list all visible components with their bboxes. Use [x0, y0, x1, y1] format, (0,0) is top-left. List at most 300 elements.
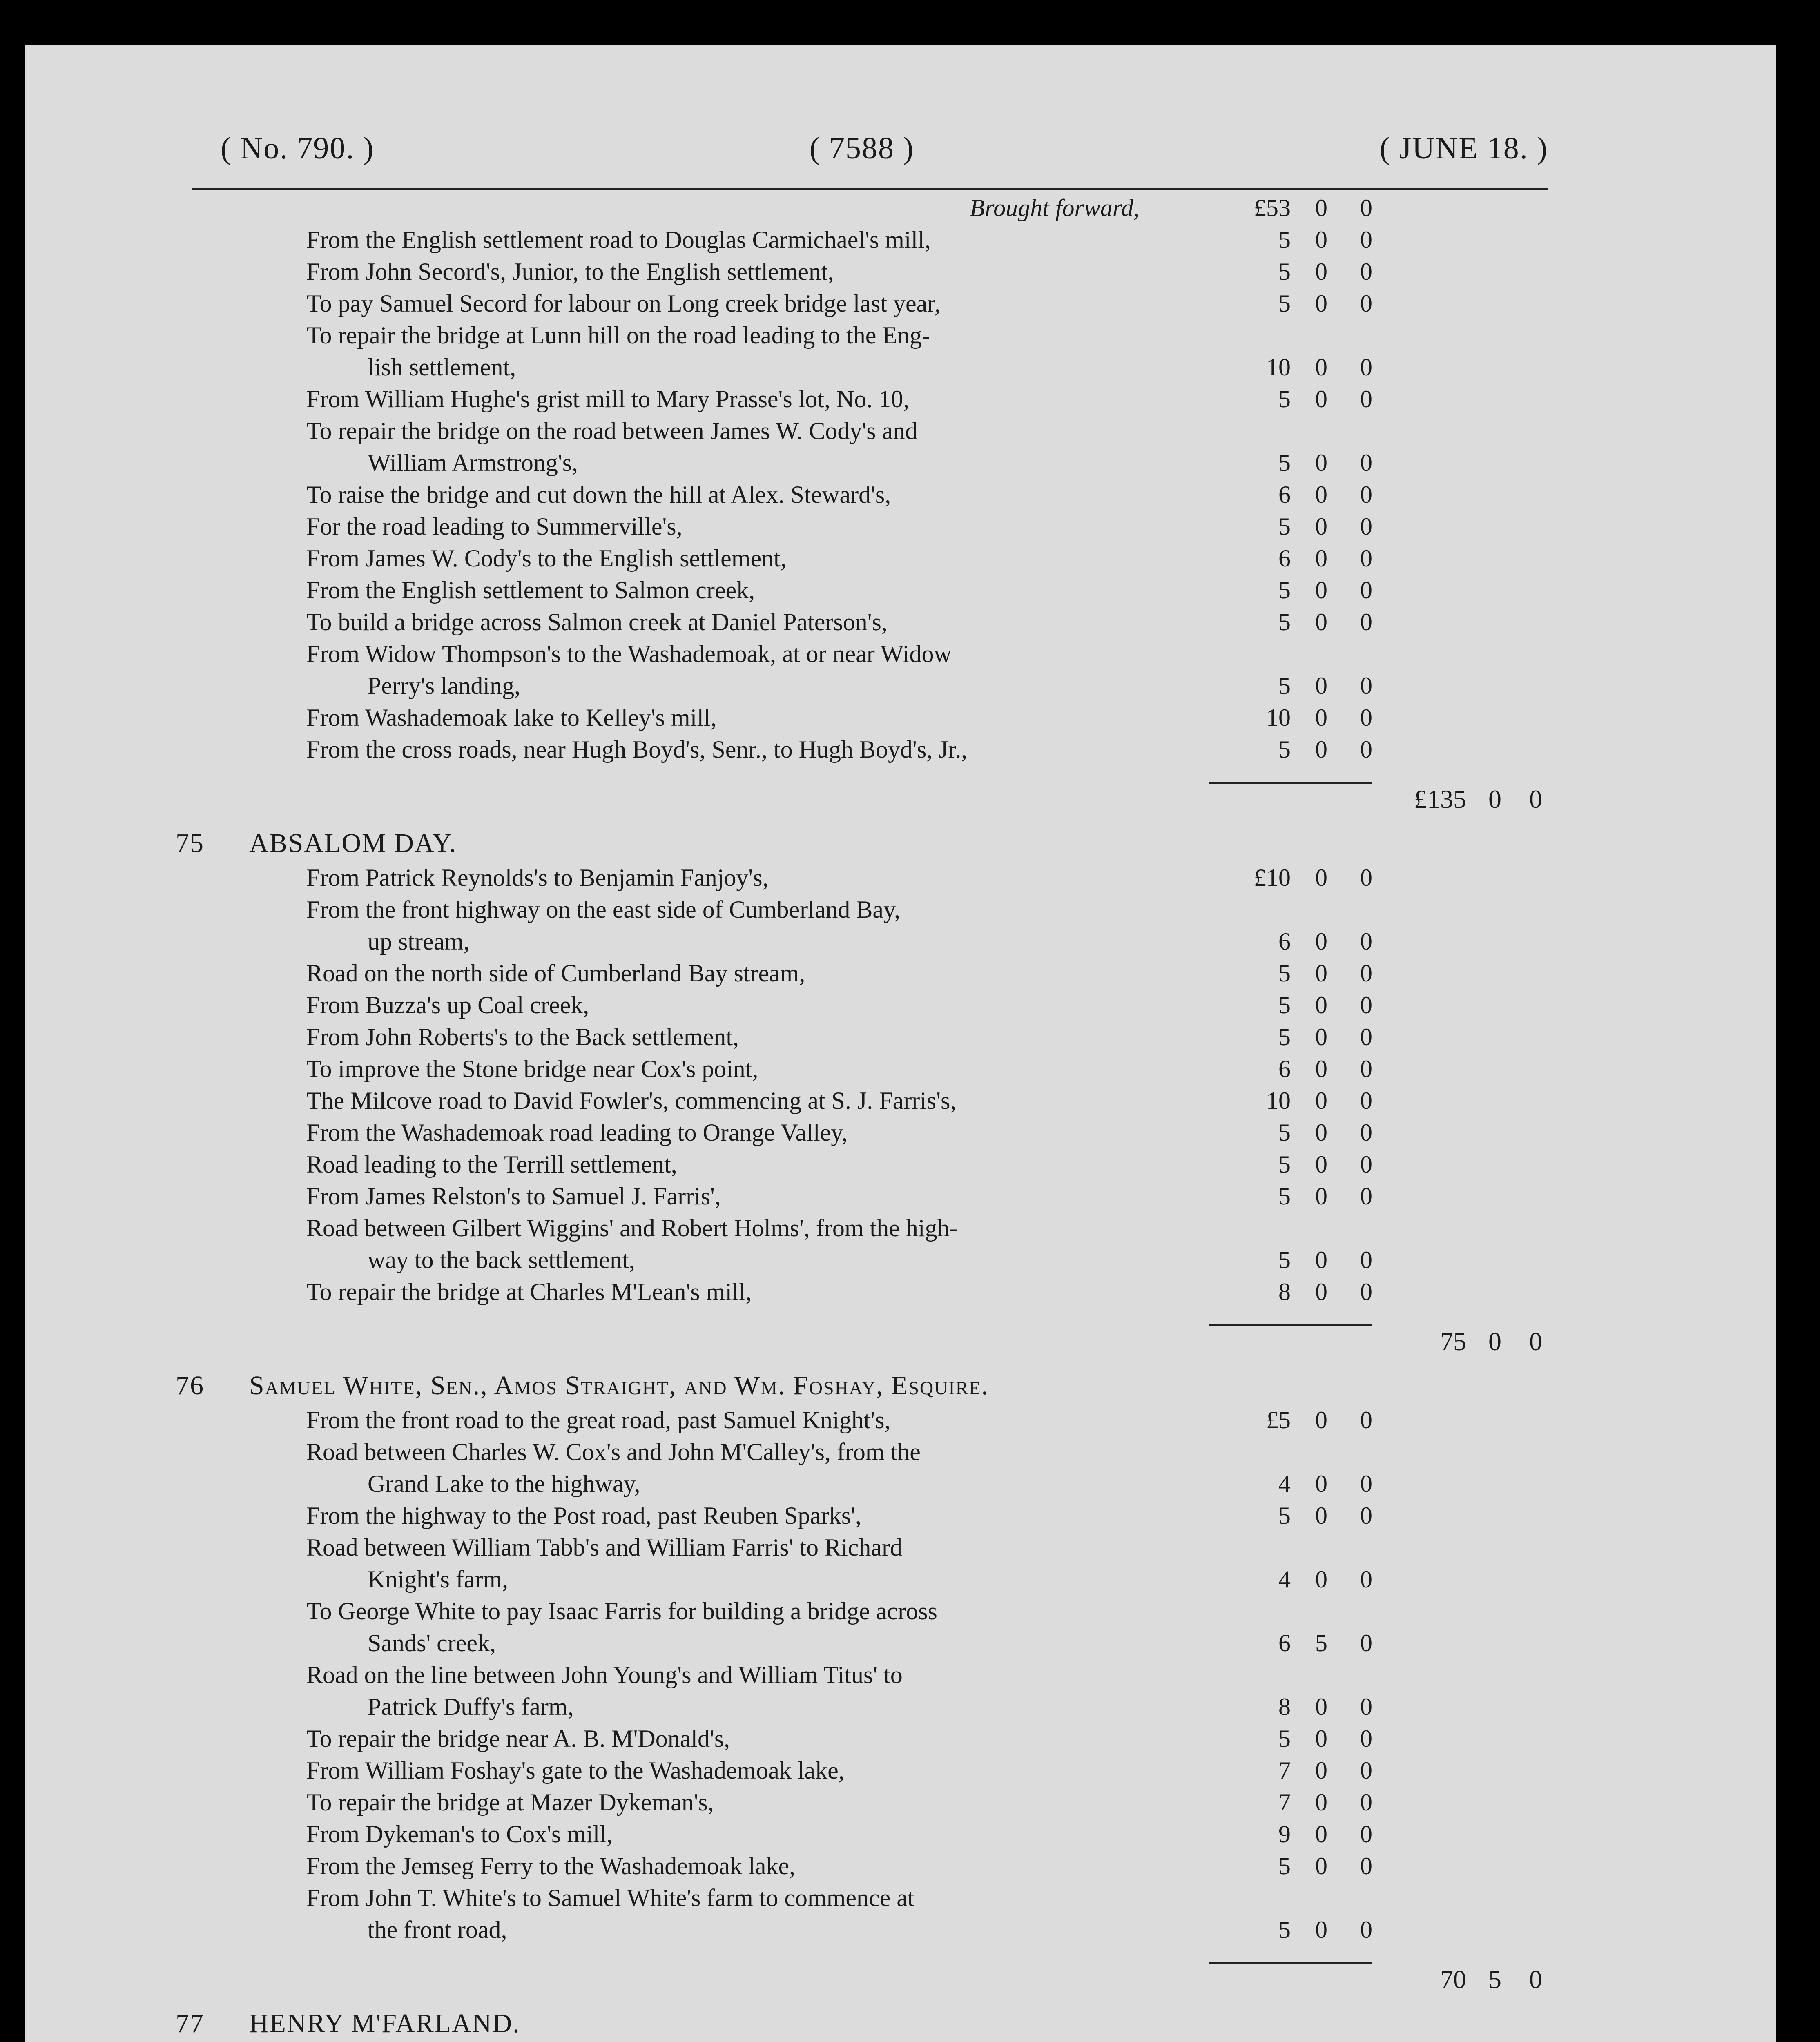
- line-item: [176, 1085, 1548, 1117]
- description-continuation: Sands' creek,: [368, 1630, 496, 1656]
- pence: 0: [1360, 1725, 1372, 1752]
- pence: 0: [1360, 1821, 1372, 1848]
- line-item: [176, 415, 1548, 479]
- pence: 0: [1360, 1789, 1372, 1816]
- item-description: [176, 1180, 1197, 1212]
- item-amount: [1197, 1914, 1393, 1946]
- pounds: 5: [1278, 290, 1291, 317]
- shillings: 0: [1315, 1119, 1327, 1146]
- description-line: From the Jemseg Ferry to the Washademoak lake,: [306, 1853, 796, 1879]
- section: [176, 192, 1548, 813]
- description-continuation: up stream,: [368, 928, 470, 955]
- shillings: 0: [1315, 258, 1327, 285]
- item-description: [176, 319, 1197, 383]
- total-pence: 0: [1529, 785, 1542, 814]
- description-line: To repair the bridge near A. B. M'Donald's,: [306, 1725, 730, 1752]
- section-number: 76: [176, 1371, 204, 1400]
- pence: 0: [1360, 1246, 1372, 1273]
- line-item: [176, 542, 1548, 574]
- item-amount: [1197, 1850, 1393, 1882]
- pence: 0: [1360, 1757, 1372, 1784]
- description-continuation: William Armstrong's,: [368, 449, 578, 476]
- item-description: [176, 733, 1197, 765]
- description-line: From John T. White's to Samuel White's farm to commence at: [306, 1884, 914, 1911]
- total-shillings: 0: [1488, 1327, 1501, 1356]
- pounds: £10: [1254, 864, 1291, 891]
- item-description: [176, 383, 1197, 415]
- pounds: 5: [1278, 226, 1291, 253]
- pounds: 5: [1278, 1246, 1291, 1273]
- item-amount: [1197, 1117, 1393, 1148]
- pounds: 5: [1278, 386, 1291, 412]
- line-item: [176, 1180, 1548, 1212]
- pounds: 5: [1278, 449, 1291, 476]
- line-item: [176, 702, 1548, 733]
- shillings: 0: [1315, 1853, 1327, 1879]
- description-line: From William Foshay's gate to the Washademoak lake,: [306, 1757, 845, 1784]
- pounds: 6: [1278, 545, 1291, 572]
- item-amount: [1197, 606, 1393, 638]
- line-item: [176, 894, 1548, 957]
- total-pence: 0: [1529, 1327, 1542, 1356]
- total-pounds: 75: [1440, 1327, 1466, 1356]
- description-line: From Patrick Reynolds's to Benjamin Fanjoy's,: [306, 864, 769, 891]
- shillings: 0: [1315, 1151, 1327, 1178]
- shillings: 0: [1315, 1278, 1327, 1305]
- item-amount: [1197, 1500, 1393, 1532]
- item-description: [176, 702, 1197, 733]
- shillings: 0: [1315, 1789, 1327, 1816]
- pence: 0: [1360, 609, 1372, 635]
- shillings: 0: [1315, 545, 1327, 572]
- item-amount: [1197, 702, 1393, 733]
- shillings: 0: [1315, 928, 1327, 955]
- pence: 0: [1360, 226, 1372, 253]
- description-line: Road between William Tabb's and William Farris' to Richard: [306, 1534, 902, 1561]
- item-amount: [1197, 192, 1393, 224]
- shillings: 0: [1315, 1470, 1327, 1497]
- line-item: [176, 1053, 1548, 1085]
- description-line: Road leading to the Terrill settlement,: [306, 1151, 677, 1178]
- item-amount: [1197, 1627, 1393, 1659]
- item-amount: [1197, 510, 1393, 542]
- pounds: 10: [1266, 1087, 1291, 1114]
- pence: 0: [1360, 577, 1372, 604]
- page-header: [176, 123, 1548, 176]
- item-description: [176, 1021, 1197, 1053]
- item-amount: [1197, 351, 1393, 383]
- pounds: 5: [1278, 736, 1291, 763]
- shillings: 0: [1315, 226, 1327, 253]
- total-shillings: 0: [1488, 785, 1501, 814]
- section-number: 77: [176, 2009, 204, 2038]
- shillings: 0: [1315, 736, 1327, 763]
- item-description: [176, 1532, 1197, 1595]
- shillings: 0: [1315, 1183, 1327, 1210]
- pounds: 5: [1278, 1023, 1291, 1050]
- shillings: 0: [1315, 1023, 1327, 1050]
- pounds: 7: [1278, 1789, 1291, 1816]
- pounds: 5: [1278, 672, 1291, 699]
- pounds: 7: [1278, 1757, 1291, 1784]
- pounds: £5: [1266, 1407, 1291, 1433]
- pounds: 5: [1278, 1119, 1291, 1146]
- description-line: From Dykeman's to Cox's mill,: [306, 1821, 613, 1848]
- shillings: 0: [1315, 609, 1327, 635]
- item-description: [176, 957, 1197, 989]
- description-line: To repair the bridge at Mazer Dykeman's,: [306, 1789, 714, 1816]
- pence: 0: [1360, 1151, 1372, 1178]
- pounds: 6: [1278, 1055, 1291, 1082]
- item-description: [176, 1436, 1197, 1500]
- pence: 0: [1360, 513, 1372, 540]
- pounds: 5: [1278, 1151, 1291, 1178]
- line-item: [176, 1276, 1548, 1308]
- item-description: [176, 1500, 1197, 1532]
- commissioner-names: HENRY M'FARLAND.: [249, 2009, 520, 2038]
- pence: 0: [1360, 1055, 1372, 1082]
- section-number: 75: [176, 828, 204, 858]
- pounds: 5: [1278, 609, 1291, 635]
- line-item: [176, 638, 1548, 702]
- shillings: 0: [1315, 1566, 1327, 1593]
- description-line: From James W. Cody's to the English settlement,: [306, 545, 787, 572]
- description-line: From John Roberts's to the Back settlement,: [306, 1023, 739, 1050]
- pounds: 5: [1278, 577, 1291, 604]
- item-amount: [1197, 479, 1393, 510]
- brought-forward-row: [176, 192, 1548, 224]
- pounds: 5: [1278, 258, 1291, 285]
- shillings: 0: [1315, 1757, 1327, 1784]
- pence: 0: [1360, 1693, 1372, 1720]
- item-amount: [1197, 957, 1393, 989]
- item-description: [176, 1053, 1197, 1085]
- line-item: [176, 1786, 1548, 1818]
- pounds: 6: [1278, 481, 1291, 508]
- item-description: [176, 1882, 1197, 1946]
- line-item: [176, 1212, 1548, 1276]
- description-line: To repair the bridge at Charles M'Lean's mill,: [306, 1278, 752, 1305]
- pence: 0: [1360, 481, 1372, 508]
- item-description: [176, 288, 1197, 319]
- total-pounds: 70: [1440, 1965, 1466, 1994]
- item-amount: [1197, 1404, 1393, 1436]
- pounds: 8: [1278, 1693, 1291, 1720]
- description-line: Road between Gilbert Wiggins' and Robert Holms', from the high-: [306, 1215, 958, 1242]
- total-pence: 0: [1529, 1965, 1542, 1994]
- description-continuation: Patrick Duffy's farm,: [368, 1693, 574, 1720]
- section: [176, 2005, 1548, 2042]
- description-line: From Widow Thompson's to the Washademoak, at or near Widow: [306, 640, 952, 667]
- description-line: For the road leading to Summerville's,: [306, 513, 682, 540]
- item-amount: [1197, 1468, 1393, 1500]
- item-description: [176, 415, 1197, 479]
- item-amount: [1197, 447, 1393, 479]
- line-item: [176, 510, 1548, 542]
- pounds: 6: [1278, 1630, 1291, 1656]
- section-heading: [176, 825, 1548, 862]
- section: [176, 1367, 1548, 1993]
- line-item: [176, 224, 1548, 256]
- line-item: [176, 1754, 1548, 1786]
- section-total: [176, 784, 1548, 813]
- shillings: 5: [1315, 1630, 1327, 1656]
- description-line: To George White to pay Isaac Farris for building a bridge across: [306, 1598, 937, 1625]
- document-number: ( No. 790. ): [221, 131, 375, 165]
- item-description: [176, 1212, 1197, 1276]
- item-amount: [1197, 383, 1393, 415]
- item-amount: [1197, 1818, 1393, 1850]
- shillings: 0: [1315, 481, 1327, 508]
- commissioner-names: ABSALOM DAY.: [249, 828, 457, 858]
- shillings: 0: [1315, 864, 1327, 891]
- item-amount: [1197, 542, 1393, 574]
- description-line: To raise the bridge and cut down the hill at Alex. Steward's,: [306, 481, 891, 508]
- shillings: 0: [1315, 1821, 1327, 1848]
- pence: 0: [1360, 672, 1372, 699]
- line-item: [176, 1436, 1548, 1500]
- pounds: 5: [1278, 960, 1291, 987]
- item-description: [176, 1818, 1197, 1850]
- pence: 0: [1360, 1183, 1372, 1210]
- pounds: 10: [1266, 354, 1291, 381]
- pounds: 5: [1278, 1916, 1291, 1943]
- item-amount: [1197, 1148, 1393, 1180]
- pence: 0: [1360, 992, 1372, 1019]
- shillings: 0: [1315, 960, 1327, 987]
- line-item: [176, 256, 1548, 288]
- description-line: From the front road to the great road, past Samuel Knight's,: [306, 1407, 891, 1433]
- line-item: [176, 989, 1548, 1021]
- document-date: ( JUNE 18. ): [1379, 131, 1548, 165]
- line-item: [176, 1404, 1548, 1436]
- section-heading: [176, 1367, 1548, 1404]
- item-description: [176, 574, 1197, 606]
- description-line: From the highway to the Post road, past Reuben Sparks',: [306, 1502, 861, 1529]
- pounds: £53: [1254, 194, 1291, 221]
- pence: 0: [1360, 736, 1372, 763]
- item-description: [176, 542, 1197, 574]
- line-item: [176, 1148, 1548, 1180]
- line-item: [176, 574, 1548, 606]
- description-line: Road between Charles W. Cox's and John M'Calley's, from the: [306, 1438, 921, 1465]
- page-number: ( 7588 ): [809, 131, 914, 165]
- shillings: 0: [1315, 1055, 1327, 1082]
- item-description: [176, 1148, 1197, 1180]
- item-description: [176, 606, 1197, 638]
- item-amount: [1197, 1180, 1393, 1212]
- pence: 0: [1360, 1916, 1372, 1943]
- line-item: [176, 1117, 1548, 1148]
- pounds: 5: [1278, 1502, 1291, 1529]
- pence: 0: [1360, 864, 1372, 891]
- shillings: 0: [1315, 992, 1327, 1019]
- shillings: 0: [1315, 1725, 1327, 1752]
- description-line: To improve the Stone bridge near Cox's point,: [306, 1055, 758, 1082]
- shillings: 0: [1315, 577, 1327, 604]
- item-amount: [1197, 574, 1393, 606]
- description-line: To pay Samuel Secord for labour on Long creek bridge last year,: [306, 290, 941, 317]
- shillings: 0: [1315, 1502, 1327, 1529]
- item-amount: [1197, 862, 1393, 894]
- pence: 0: [1360, 1023, 1372, 1050]
- item-amount: [1197, 1786, 1393, 1818]
- line-item: [176, 288, 1548, 319]
- shillings: 0: [1315, 354, 1327, 381]
- description-line: From the front highway on the east side of Cumberland Bay,: [306, 896, 901, 923]
- pence: 0: [1360, 1630, 1372, 1656]
- document-page: [176, 123, 1548, 2042]
- item-amount: [1197, 288, 1393, 319]
- description-continuation: Grand Lake to the highway,: [368, 1470, 640, 1497]
- line-item: [176, 383, 1548, 415]
- description-continuation: lish settlement,: [368, 354, 516, 381]
- description-line: From the English settlement to Salmon creek,: [306, 577, 755, 604]
- item-description: [176, 1659, 1197, 1723]
- section-total: [176, 1326, 1548, 1355]
- pence: 0: [1360, 960, 1372, 987]
- pence: 0: [1360, 704, 1372, 731]
- description-line: From the English settlement road to Douglas Carmichael's mill,: [306, 226, 931, 253]
- pence: 0: [1360, 1853, 1372, 1879]
- description-continuation: way to the back settlement,: [368, 1246, 635, 1273]
- item-description: [176, 1117, 1197, 1148]
- total-shillings: 5: [1488, 1965, 1501, 1994]
- item-description: [176, 510, 1197, 542]
- section-total: [176, 1964, 1548, 1993]
- line-item: [176, 1723, 1548, 1754]
- item-description: [176, 1850, 1197, 1882]
- description-line: To build a bridge across Salmon creek at Daniel Paterson's,: [306, 609, 888, 635]
- item-description: [176, 1595, 1197, 1659]
- line-item: [176, 1818, 1548, 1850]
- pence: 0: [1360, 1566, 1372, 1593]
- item-description: [176, 862, 1197, 894]
- item-description: [176, 1786, 1197, 1818]
- appropriation-list: [176, 192, 1548, 2042]
- commissioner-names: Samuel White, Sen., Amos Straight, and Wm. Foshay, Esquire.: [249, 1371, 989, 1400]
- line-item: [176, 1021, 1548, 1053]
- line-item: [176, 319, 1548, 383]
- description-line: From the Washademoak road leading to Orange Valley,: [306, 1119, 848, 1146]
- description-line: To repair the bridge at Lunn hill on the road leading to the Eng-: [306, 322, 930, 349]
- description-line: The Milcove road to David Fowler's, commencing at S. J. Farris's,: [306, 1087, 957, 1114]
- shillings: 0: [1315, 1916, 1327, 1943]
- description-continuation: Perry's landing,: [368, 672, 521, 699]
- shillings: 0: [1315, 1087, 1327, 1114]
- item-description: [176, 256, 1197, 288]
- pounds: 6: [1278, 928, 1291, 955]
- pence: 0: [1360, 928, 1372, 955]
- pence: 0: [1360, 290, 1372, 317]
- pounds: 4: [1278, 1566, 1291, 1593]
- item-amount: [1197, 733, 1393, 765]
- item-amount: [1197, 670, 1393, 702]
- item-amount: [1197, 1723, 1393, 1754]
- shillings: 0: [1315, 194, 1327, 221]
- item-description: [176, 1276, 1197, 1308]
- item-description: [176, 638, 1197, 702]
- description-line: From the cross roads, near Hugh Boyd's, Senr., to Hugh Boyd's, Jr.,: [306, 736, 968, 763]
- line-item: [176, 957, 1548, 989]
- item-amount: [1197, 256, 1393, 288]
- pounds: 5: [1278, 1853, 1291, 1879]
- line-item: [176, 1595, 1548, 1659]
- line-item: [176, 479, 1548, 510]
- line-item: [176, 1500, 1548, 1532]
- pence: 0: [1360, 1119, 1372, 1146]
- shillings: 0: [1315, 704, 1327, 731]
- pounds: 5: [1278, 1725, 1291, 1752]
- line-item: [176, 862, 1548, 894]
- pence: 0: [1360, 194, 1372, 221]
- item-description: [176, 1404, 1197, 1436]
- item-amount: [1197, 1276, 1393, 1308]
- pence: 0: [1360, 1278, 1372, 1305]
- description-line: Brought forward,: [970, 194, 1140, 221]
- line-item: [176, 1850, 1548, 1882]
- item-description: [176, 989, 1197, 1021]
- item-description: [176, 479, 1197, 510]
- description-line: From James Relston's to Samuel J. Farris',: [306, 1183, 721, 1210]
- description-line: Road on the line between John Young's and William Titus' to: [306, 1661, 903, 1688]
- line-item: [176, 606, 1548, 638]
- line-item: [176, 1659, 1548, 1723]
- item-amount: [1197, 1021, 1393, 1053]
- description-line: From Buzza's up Coal creek,: [306, 992, 589, 1019]
- pounds: 5: [1278, 992, 1291, 1019]
- section: [176, 825, 1548, 1355]
- shillings: 0: [1315, 1407, 1327, 1433]
- description-line: From John Secord's, Junior, to the English settlement,: [306, 258, 834, 285]
- item-amount: [1197, 224, 1393, 256]
- item-amount: [1197, 989, 1393, 1021]
- shillings: 0: [1315, 513, 1327, 540]
- line-item: [176, 1882, 1548, 1946]
- item-amount: [1197, 1563, 1393, 1595]
- pounds: 9: [1278, 1821, 1291, 1848]
- item-description: [176, 192, 1197, 224]
- shillings: 0: [1315, 290, 1327, 317]
- shillings: 0: [1315, 672, 1327, 699]
- line-item: [176, 733, 1548, 765]
- pence: 0: [1360, 545, 1372, 572]
- item-description: [176, 1085, 1197, 1117]
- total-pounds: £135: [1414, 785, 1466, 814]
- item-description: [176, 1723, 1197, 1754]
- shillings: 0: [1315, 1693, 1327, 1720]
- description-line: From Washademoak lake to Kelley's mill,: [306, 704, 717, 731]
- pounds: 4: [1278, 1470, 1291, 1497]
- shillings: 0: [1315, 1246, 1327, 1273]
- line-item: [176, 1532, 1548, 1595]
- pounds: 5: [1278, 1183, 1291, 1210]
- pence: 0: [1360, 354, 1372, 381]
- pence: 0: [1360, 258, 1372, 285]
- pence: 0: [1360, 1470, 1372, 1497]
- pounds: 5: [1278, 513, 1291, 540]
- description-continuation: Knight's farm,: [368, 1566, 509, 1593]
- header-rule: [192, 188, 1548, 190]
- item-amount: [1197, 1754, 1393, 1786]
- description-line: From William Hughe's grist mill to Mary Prasse's lot, No. 10,: [306, 386, 910, 412]
- pence: 0: [1360, 449, 1372, 476]
- item-amount: [1197, 1085, 1393, 1117]
- pounds: 10: [1266, 704, 1291, 731]
- shillings: 0: [1315, 449, 1327, 476]
- item-description: [176, 1754, 1197, 1786]
- pence: 0: [1360, 386, 1372, 412]
